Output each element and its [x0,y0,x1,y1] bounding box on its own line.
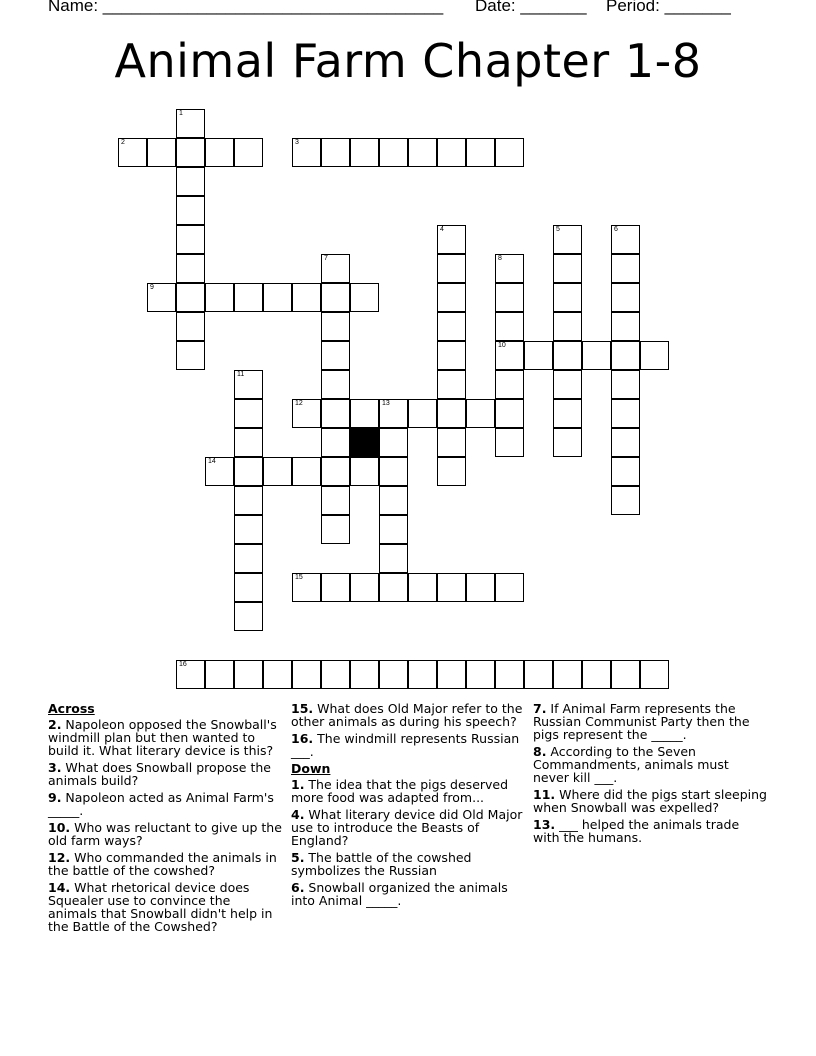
clue-down-6: 6. Snowball organized the animals into Animal _____. [291,880,508,908]
grid-cell[interactable] [350,283,379,312]
grid-cell[interactable] [118,138,147,167]
grid-cell[interactable] [495,312,524,341]
grid-cell[interactable] [292,399,321,428]
grid-cell[interactable] [234,138,263,167]
grid-cell[interactable] [553,341,582,370]
grid-black-cell [350,428,379,457]
clue-number: 8 [498,255,502,262]
grid-cell[interactable] [437,428,466,457]
clue-down-13: 13. ___ helped the animals trade with the humans. [533,817,740,845]
clue-number: 14 [208,458,216,465]
grid-cell[interactable] [379,515,408,544]
grid-cell[interactable] [437,225,466,254]
clue-down-4: 4. What literary device did Old Major use to introduce the Beasts of England? [291,807,523,848]
grid-cell[interactable] [263,457,292,486]
grid-cell[interactable] [437,254,466,283]
clue-number: 3 [295,139,299,146]
grid-cell[interactable] [379,486,408,515]
clue-number: 12 [295,400,303,407]
grid-cell[interactable] [321,341,350,370]
grid-cell[interactable] [321,312,350,341]
grid-cell[interactable] [582,660,611,689]
grid-cell[interactable] [292,660,321,689]
grid-cell[interactable] [321,399,350,428]
grid-cell[interactable] [466,138,495,167]
grid-cell[interactable] [437,138,466,167]
grid-cell[interactable] [379,428,408,457]
grid-cell[interactable] [640,341,669,370]
grid-cell[interactable] [495,399,524,428]
grid-cell[interactable] [553,399,582,428]
grid-cell[interactable] [321,515,350,544]
grid-cell[interactable] [234,573,263,602]
grid-cell[interactable] [234,428,263,457]
grid-cell[interactable] [205,283,234,312]
grid-cell[interactable] [234,660,263,689]
grid-cell[interactable] [321,486,350,515]
grid-cell[interactable] [321,283,350,312]
clue-number: 9 [150,284,154,291]
grid-cell[interactable] [379,573,408,602]
clue-down-1: 1. The idea that the pigs deserved more food was adapted from... [291,777,509,805]
grid-cell[interactable] [495,341,524,370]
grid-cell[interactable] [350,138,379,167]
grid-cell[interactable] [553,370,582,399]
grid-cell[interactable] [611,225,640,254]
clue-across-3: 3. What does Snowball propose the animals build? [48,760,271,788]
grid-cell[interactable] [495,573,524,602]
clue-number: 5 [556,226,560,233]
grid-cell[interactable] [205,660,234,689]
grid-cell[interactable] [176,225,205,254]
grid-cell[interactable] [321,138,350,167]
grid-cell[interactable] [408,138,437,167]
grid-cell[interactable] [234,602,263,631]
period-field[interactable]: Period: _______ [606,0,731,15]
clue-across-14: 14. What rhetorical device does Squealer use to convince the animals that Snowball didn't help in the Battle of the Cowshed? [48,880,273,934]
grid-cell[interactable] [350,399,379,428]
clues-column-3 [533,702,768,848]
clue-down-11: 11. Where did the pigs start sleeping when Snowball was expelled? [533,787,767,815]
grid-cell[interactable] [495,660,524,689]
grid-cell[interactable] [553,283,582,312]
grid-cell[interactable] [553,312,582,341]
grid-cell[interactable] [611,428,640,457]
grid-cell[interactable] [553,428,582,457]
name-field[interactable]: Name: ____________________________________ [48,0,444,15]
grid-cell[interactable] [176,312,205,341]
grid-cell[interactable] [437,370,466,399]
grid-cell[interactable] [640,660,669,689]
grid-cell[interactable] [321,428,350,457]
grid-cell[interactable] [234,370,263,399]
grid-cell[interactable] [263,660,292,689]
grid-cell[interactable] [611,312,640,341]
clue-number: 4 [440,226,444,233]
grid-cell[interactable] [292,457,321,486]
grid-cell[interactable] [611,457,640,486]
grid-cell[interactable] [176,109,205,138]
grid-cell[interactable] [437,341,466,370]
grid-cell[interactable] [321,457,350,486]
grid-cell[interactable] [408,573,437,602]
grid-cell[interactable] [611,370,640,399]
grid-cell[interactable] [437,312,466,341]
grid-cell[interactable] [234,515,263,544]
clue-number: 2 [121,139,125,146]
grid-cell[interactable] [495,138,524,167]
grid-cell[interactable] [495,254,524,283]
grid-cell[interactable] [611,341,640,370]
grid-cell[interactable] [437,283,466,312]
clue-across-2: 2. Napoleon opposed the Snowball's windmill plan but then wanted to build it. What literary device is this? [48,717,277,758]
grid-cell[interactable] [466,573,495,602]
grid-cell[interactable] [234,283,263,312]
clue-down-7: 7. If Animal Farm represents the Russian Communist Party then the pigs represent the _____. [533,701,750,742]
grid-cell[interactable] [437,660,466,689]
grid-cell[interactable] [176,167,205,196]
clue-across-15: 15. What does Old Major refer to the other animals as during his speech? [291,701,523,729]
clue-across-9: 9. Napoleon acted as Animal Farm's _____. [48,790,274,818]
clue-across-10: 10. Who was reluctant to give up the old farm ways? [48,820,282,848]
grid-cell[interactable] [553,660,582,689]
grid-cell[interactable] [379,138,408,167]
grid-cell[interactable] [611,399,640,428]
grid-cell[interactable] [147,283,176,312]
grid-cell[interactable] [582,341,611,370]
grid-cell[interactable] [524,660,553,689]
clue-number: 7 [324,255,328,262]
grid-cell[interactable] [292,283,321,312]
grid-cell[interactable] [350,457,379,486]
grid-cell[interactable] [147,138,176,167]
grid-cell[interactable] [466,660,495,689]
clue-number: 15 [295,574,303,581]
grid-cell[interactable] [379,544,408,573]
clues-column-2 [291,702,523,911]
grid-cell[interactable] [321,660,350,689]
grid-cell[interactable] [408,399,437,428]
grid-cell[interactable] [495,370,524,399]
grid-cell[interactable] [524,341,553,370]
clue-number: 16 [179,661,187,668]
clue-across-12: 12. Who commanded the animals in the battle of the cowshed? [48,850,277,878]
grid-cell[interactable] [611,254,640,283]
grid-cell[interactable] [234,486,263,515]
clue-number: 11 [237,371,245,378]
grid-cell[interactable] [205,457,234,486]
grid-cell[interactable] [350,660,379,689]
grid-cell[interactable] [205,138,234,167]
grid-cell[interactable] [379,457,408,486]
grid-cell[interactable] [176,341,205,370]
clue-down-5: 5. The battle of the cowshed symbolizes the Russian [291,850,472,878]
grid-cell[interactable] [234,399,263,428]
grid-cell[interactable] [379,660,408,689]
grid-cell[interactable] [437,457,466,486]
grid-cell[interactable] [437,399,466,428]
grid-cell[interactable] [611,660,640,689]
clue-number: 1 [179,110,183,117]
grid-cell[interactable] [176,660,205,689]
clue-across-16: 16. The windmill represents Russian ___. [291,731,520,759]
grid-cell[interactable] [176,138,205,167]
grid-cell[interactable] [263,283,292,312]
grid-cell[interactable] [553,225,582,254]
grid-cell[interactable] [176,254,205,283]
grid-cell[interactable] [611,486,640,515]
grid-cell[interactable] [437,573,466,602]
grid-cell[interactable] [553,254,582,283]
across-heading: Across [48,701,95,716]
clue-number: 6 [614,226,618,233]
grid-cell[interactable] [321,573,350,602]
grid-cell[interactable] [176,196,205,225]
grid-cell[interactable] [350,573,379,602]
grid-cell[interactable] [234,457,263,486]
page-title: Animal Farm Chapter 1-8 [114,34,702,88]
grid-cell[interactable] [408,660,437,689]
grid-cell[interactable] [176,283,205,312]
grid-cell[interactable] [321,254,350,283]
down-heading: Down [291,761,331,776]
clues-column-1 [48,702,283,937]
grid-cell[interactable] [292,138,321,167]
grid-cell[interactable] [495,283,524,312]
grid-cell[interactable] [611,283,640,312]
grid-cell[interactable] [379,399,408,428]
grid-cell[interactable] [466,399,495,428]
clue-number: 10 [498,342,506,349]
grid-cell[interactable] [495,428,524,457]
clue-down-8: 8. According to the Seven Commandments, animals must never kill ___. [533,744,729,785]
clue-number: 13 [382,400,390,407]
grid-cell[interactable] [234,544,263,573]
date-field[interactable]: Date: _______ [475,0,587,15]
grid-cell[interactable] [292,573,321,602]
grid-cell[interactable] [321,370,350,399]
